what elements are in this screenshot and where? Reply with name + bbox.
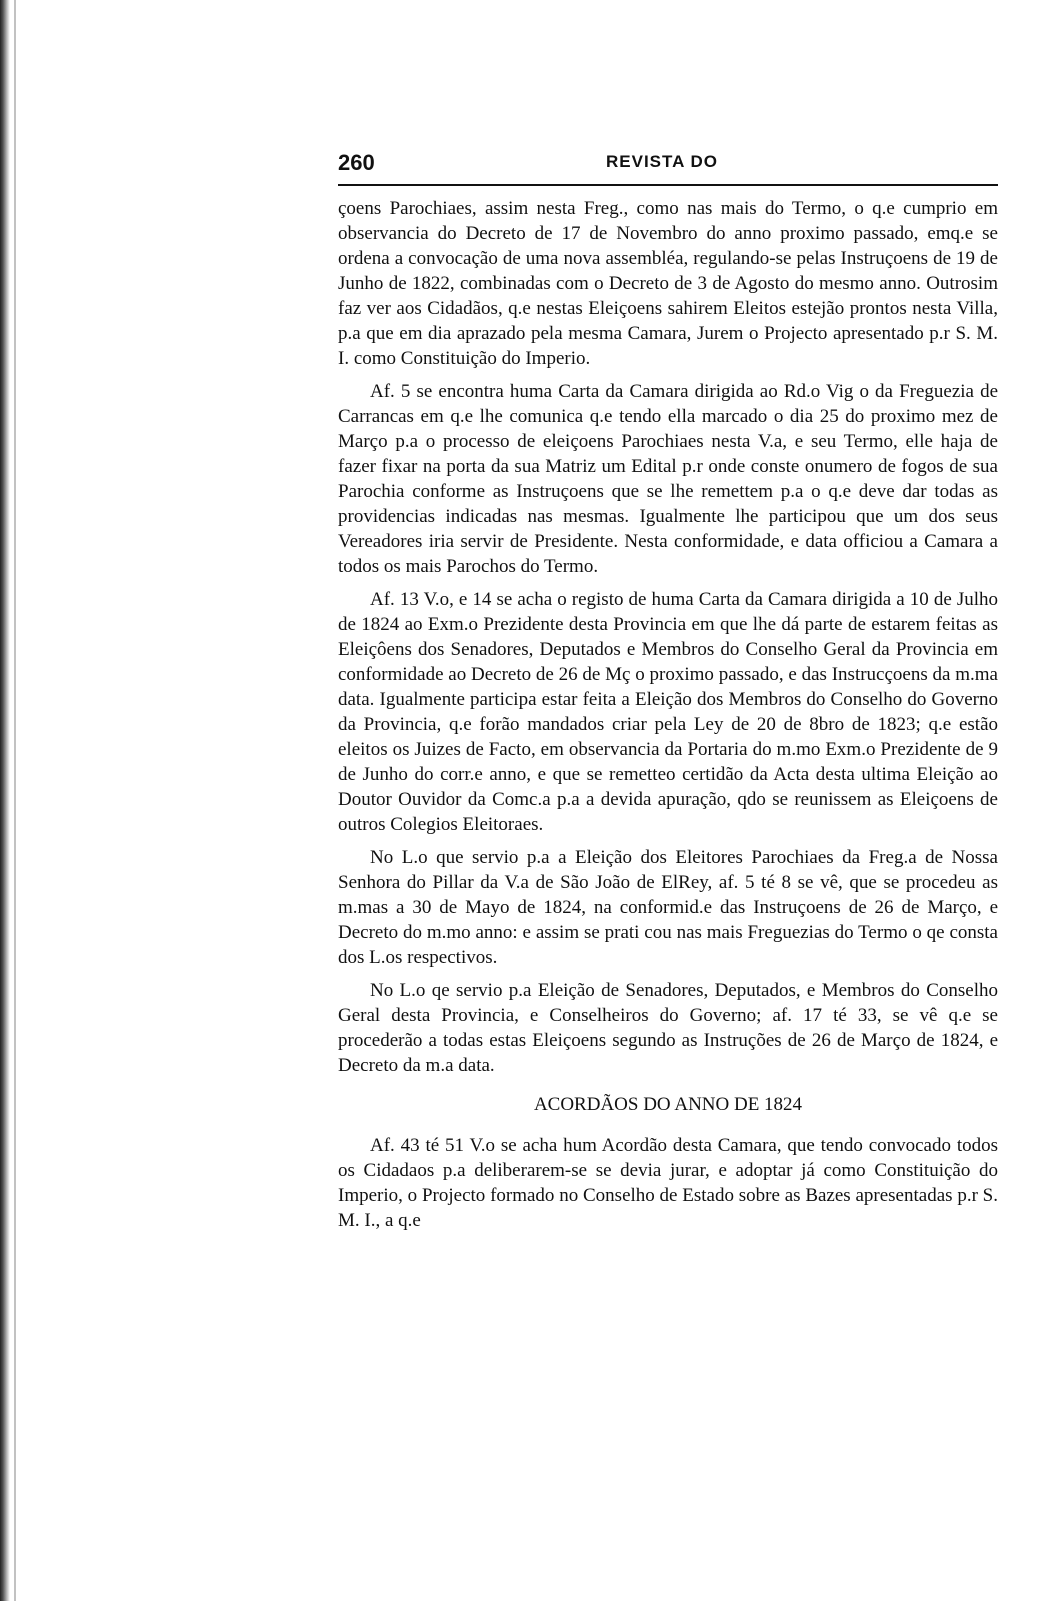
paragraph-continuation: çoens Parochiaes, assim nesta Freg., como nas mais do Termo, o q.e cumprio em observancia do Decreto de 17 de Novembro do anno proximo passado, emq.e se ordena a convocação de uma nova assembléa, regulando-se pelas Instruçoens de 19 de Junho de 1822, combinadas com o Decreto de 3 de Agosto do mesmo anno. Outrosim faz ver aos Cidadãos, q.e nestas Eleiçoens sahirem Eleitos estejão prontos nesta Villa, p.a que em dia aprazado pela mesma Camara, Jurem o Projecto apresentado p.r S. M. I. como Constituição do Imperio. <box>338 198 998 369</box>
header-rule <box>338 184 998 186</box>
paragraph-carta-carrancas: Af. 5 se encontra huma Carta da Camara dirigida ao Rd.o Vig o da Freguezia de Carrancas em q.e lhe comunica q.e tendo ella marcado o dia 25 do proximo mez de Março p.a o processo de eleiçoens Parochiaes nesta V.a, e seu Termo, elle haja de fazer fixar na porta da sua Matriz um Edital p.r onde conste onumero de fogos de sua Parochia conforme as Instruçoens que se lhe remettem p.a o q.e deve dar todas as providencias indicadas nas mesmas. Igualmente lhe participou que um dos seus Vereadores iria servir de Presidente. Nesta conformidade, e data officiou a Camara a todos os mais Parochos do Termo. <box>338 381 998 577</box>
scan-binding-edge <box>0 0 10 1601</box>
paragraph-carta-prezidente: Af. 13 V.o, e 14 se acha o registo de huma Carta da Camara dirigida a 10 de Julho de 1824 ao Exm.o Prezidente desta Provincia em que lhe dá parte de estarem feitas as Eleiçôens dos Senadores, Deputados e Membros do Conselho Geral da Provincia em conformidade ao Decreto de 26 de Mç o proximo passado, e das Instrucçoens da m.ma data. Igualmente participa estar feita a Eleição dos Membros do Conselho do Governo da Provincia, q.e forão mandados criar pela Ley de 20 de 8bro de 1823; q.e estão eleitos os Juizes de Facto, em observancia da Portaria do m.mo Exm.o Prezidente de 9 de Junho do corr.e anno, e que se remetteo certidão da Acta desta ultima Eleição ao Doutor Ouvidor da Comc.a p.a a devida apuração, qdo se reunissem as Eleiçoens de outros Colegios Eleitoraes. <box>338 589 998 835</box>
running-head <box>338 150 998 184</box>
document-page <box>338 150 998 1241</box>
section-heading: ACORDÃOS DO ANNO DE 1824 <box>533 1094 803 1115</box>
paragraph-livro-senadores: No L.o qe servio p.a Eleição de Senadores, Deputados, e Membros do Conselho Geral desta Provincia, e Conselheiros do Governo; af. 17 té 33, se vê q.e se procederão a todas estas Eleiçoens segundo as Instruções de 26 de Março de 1824, e Decreto da m.a data. <box>338 980 998 1076</box>
journal-title: REVISTA DO <box>606 152 719 171</box>
scan-binding-line <box>14 0 16 1601</box>
page-number: 260 <box>338 150 375 175</box>
paragraph-livro-eleitores: No L.o que servio p.a a Eleição dos Eleitores Parochiaes da Freg.a de Nossa Senhora do Pillar da V.a de São João de ElRey, af. 5 té 8 se vê, que se procedeu as m.mas a 30 de Mayo de 1824, na conformid.e das Instruçoens de 26 de Março, e Decreto do m.mo anno: e assim se prati cou nas mais Freguezias do Termo o qe consta dos L.os respectivos. <box>338 847 998 968</box>
body-text <box>338 196 998 1233</box>
paragraph-acordao: Af. 43 té 51 V.o se acha hum Acordão desta Camara, que tendo convocado todos os Cidadaos p.a deliberarem-se se devia jurar, e adoptar já como Constituição do Imperio, o Projecto formado no Conselho de Estado sobre as Bazes apresentadas p.r S. M. I., a q.e <box>338 1135 998 1231</box>
